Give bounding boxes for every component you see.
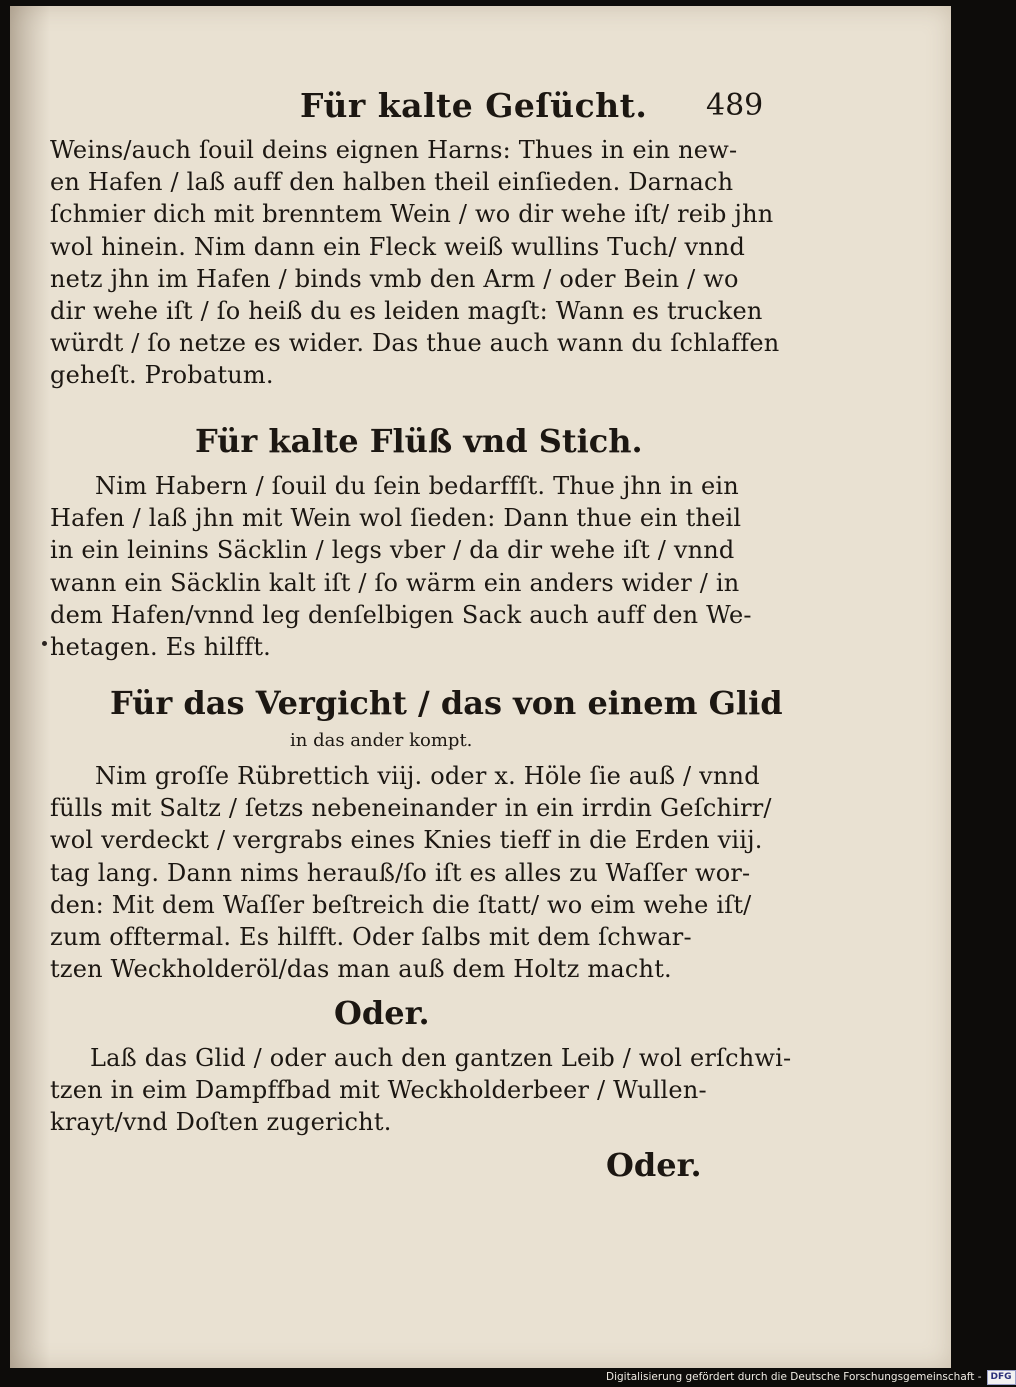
- text-line: den: Mit dem Waſſer beſtreich die ſtatt/ wo eim wehe iſt/: [50, 890, 752, 919]
- paragraph-continuation: [50, 134, 780, 392]
- text-line: krayt/vnd Doſten zugericht.: [50, 1108, 392, 1137]
- text-line: geheſt. Probatum.: [50, 361, 274, 390]
- text-line: dir wehe iſt / ſo heiß du es leiden magſt: Wann es trucken: [50, 296, 763, 325]
- text-line: würdt / ſo netze es wider. Das thue auch wann du ſchlaffen: [50, 329, 780, 358]
- text-line: fülls mit Saltz / ſetzs nebeneinander in ein irrdin Geſchirr/: [50, 794, 772, 823]
- text-line: hetagen. Es hilfft.: [50, 632, 272, 661]
- text-line: dem Hafen/vnnd leg denſelbigen Sack auch auff den We-: [50, 600, 752, 629]
- text-line: ſchmier dich mit brenntem Wein / wo dir wehe iſt/ reib jhn: [50, 200, 774, 229]
- paragraph-oder: [50, 1042, 792, 1139]
- running-title: Für kalte Geſücht.: [300, 86, 648, 125]
- digitization-footer: [606, 1369, 1016, 1385]
- section-heading: Oder.: [334, 994, 430, 1032]
- text-line: Nim Habern / ſouil du ſein bedarffſt. Thue jhn in ein: [95, 472, 739, 500]
- marginal-dot: [42, 641, 47, 646]
- section-subheading: in das ander kompt.: [290, 730, 473, 751]
- text-line: en Hafen / laß auff den halben theil einſieden. Darnach: [50, 168, 734, 197]
- text-line: in ein leinins Säcklin / legs vber / da dir wehe iſt / vnnd: [50, 536, 735, 565]
- paragraph-vergicht: [50, 760, 772, 985]
- text-line: tzen in eim Dampffbad mit Weckholderbeer / Wullen-: [50, 1076, 707, 1105]
- section-heading: Für kalte Flüß vnd Stich.: [195, 422, 643, 460]
- paragraph-kalte-fluss: [50, 470, 752, 663]
- page-number: 489: [706, 88, 764, 123]
- text-line: Weins/auch ſouil deins eignen Harns: Thues in ein new-: [50, 136, 738, 164]
- text-line: Hafen / laß jhn mit Wein wol ſieden: Dann thue ein theil: [50, 504, 742, 533]
- text-line: netz jhn im Hafen / binds vmb den Arm / oder Bein / wo: [50, 264, 739, 293]
- dfg-logo-icon: DFG: [987, 1370, 1016, 1385]
- running-head: [250, 86, 764, 130]
- text-line: Nim groſſe Rübrettich viij. oder x. Höle ſie auß / vnnd: [95, 762, 760, 790]
- footer-credit: Digitalisierung gefördert durch die Deutsche Forschungsgemeinschaft -: [606, 1371, 982, 1383]
- catchword: Oder.: [606, 1146, 702, 1184]
- text-line: tzen Weckholderöl/das man auß dem Holtz macht.: [50, 955, 672, 984]
- text-line: wol hinein. Nim dann ein Fleck weiß wullins Tuch/ vnnd: [50, 232, 746, 261]
- gutter-shadow: [10, 6, 50, 1368]
- text-line: wol verdeckt / vergrabs eines Knies tieff in die Erden viij.: [50, 826, 763, 855]
- text-line: wann ein Säcklin kalt iſt / ſo wärm ein anders wider / in: [50, 568, 740, 597]
- text-line: zum offtermal. Es hilfft. Oder ſalbs mit dem ſchwar-: [50, 922, 692, 951]
- text-line: Laß das Glid / oder auch den gantzen Leib / wol erſchwi-: [90, 1044, 792, 1072]
- text-line: tag lang. Dann nims herauß/ſo iſt es alles zu Waſſer wor-: [50, 858, 751, 887]
- section-heading: Für das Vergicht / das von einem Glid: [110, 684, 783, 722]
